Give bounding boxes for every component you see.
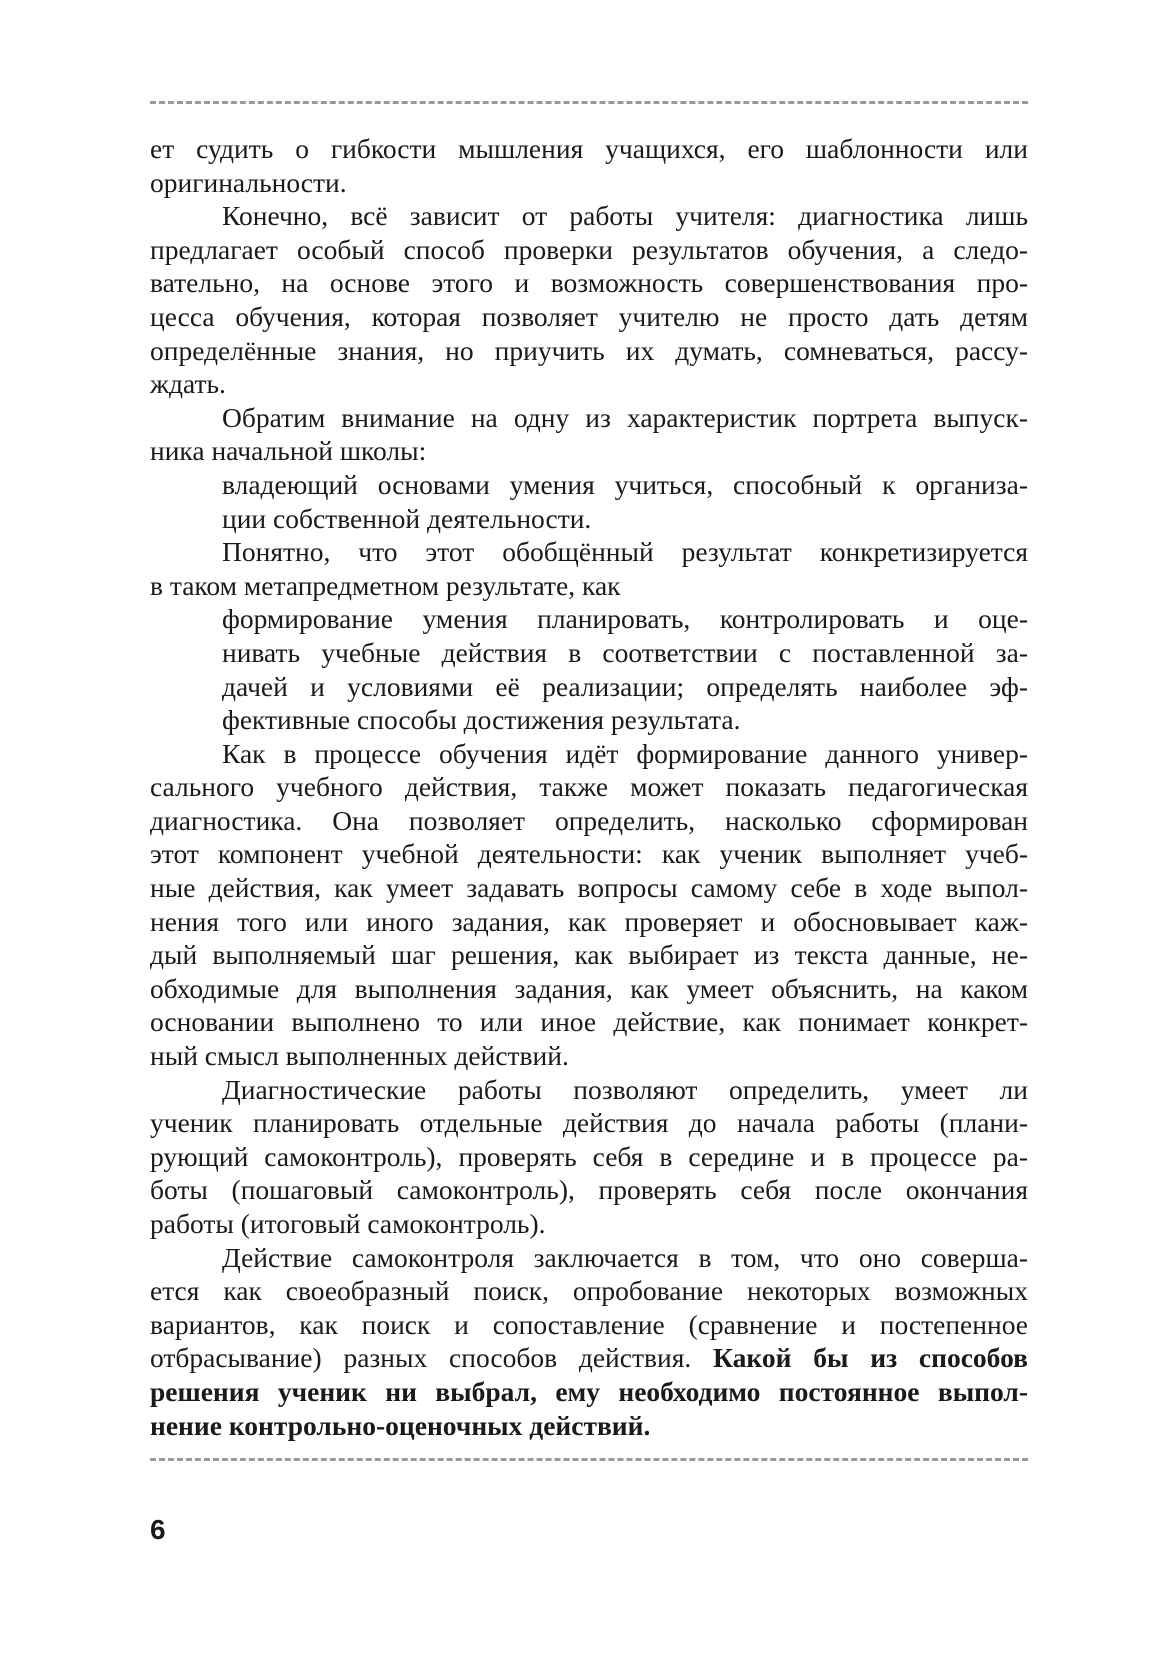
text-line: вательно, на основе этого и возможность совершенствования про- <box>150 267 1028 299</box>
text-line: решения ученик ни выбрал, ему необходимо постоянное выпол- <box>150 1375 1028 1407</box>
text-line: ждать. <box>150 368 226 400</box>
text-line-segment: отбрасывание) разных способов действия. <box>150 1342 692 1374</box>
text-line <box>150 1341 1028 1375</box>
bottom-dashed-rule <box>150 1458 1028 1461</box>
text-line-bold-segment: Какой бы из способов <box>713 1342 1028 1374</box>
text-line: ет судить о гибкости мышления учащихся, его шаблонности или <box>150 133 1028 164</box>
text-line: ученик планировать отдельные действия до начала работы (плани- <box>150 1107 1028 1139</box>
text-line: ника начальной школы: <box>150 435 427 467</box>
page-number: 6 <box>150 1514 166 1545</box>
text-line: Действие самоконтроля заключается в том, что оно соверша- <box>222 1241 1028 1273</box>
text-line: фективные способы достижения результата. <box>222 704 741 736</box>
text-line: ции собственной деятельности. <box>222 502 592 534</box>
text-line: ется как своеобразный поиск, опробование некоторых возможных <box>150 1275 1028 1307</box>
text-line: оригинальности. <box>150 166 347 198</box>
text-line: основании выполнено то или иное действие, как понимает конкрет- <box>150 1006 1028 1038</box>
text-line: диагностика. Она позволяет определить, насколько сформирован <box>150 804 1028 836</box>
text-line: формирование умения планировать, контролировать и оце- <box>222 603 1028 635</box>
text-line: работы (итоговый самоконтроль). <box>150 1208 546 1239</box>
text-line: определённые знания, но приучить их думать, сомневаться, рассу- <box>150 334 1028 366</box>
text-line: обходимые для выполнения задания, как умеет объяснить, на каком <box>150 972 1028 1004</box>
text-line: боты (пошаговый самоконтроль), проверять себя после окончания <box>150 1174 1028 1206</box>
text-line: дачей и условиями её реализации; определять наиболее эф- <box>222 670 1028 702</box>
text-line: нения того или иного задания, как проверяет и обосновывает каж- <box>150 905 1028 937</box>
text-line: Диагностические работы позволяют определить, умеет ли <box>222 1073 1028 1105</box>
text-line: нение контрольно-оценочных действий. <box>150 1409 651 1441</box>
text-line: этот компонент учебной деятельности: как ученик выполняет учеб- <box>150 838 1028 870</box>
text-line: владеющий основами умения учиться, способный к организа- <box>222 468 1028 500</box>
text-line: в таком метапредметном результате, как <box>150 569 621 601</box>
text-line: рующий самоконтроль), проверять себя в середине и в процессе ра- <box>150 1140 1028 1172</box>
text-line: Обратим внимание на одну из характеристик портрета выпуск- <box>222 401 1028 433</box>
text-line: ный смысл выполненных действий. <box>150 1040 569 1072</box>
page-body-text <box>150 132 1028 1442</box>
text-line: дый выполняемый шаг решения, как выбирает из текста данные, не- <box>150 939 1028 971</box>
text-line: вариантов, как поиск и сопоставление (сравнение и постепенное <box>150 1308 1028 1340</box>
text-line: Как в процессе обучения идёт формирование данного универ- <box>222 737 1028 769</box>
text-line: Конечно, всё зависит от работы учителя: диагностика лишь <box>222 200 1028 232</box>
text-line: предлагает особый способ проверки результатов обучения, а следо- <box>150 233 1028 265</box>
top-dashed-rule <box>150 101 1028 104</box>
text-line: нивать учебные действия в соответствии с поставленной за- <box>222 636 1028 668</box>
text-line: сального учебного действия, также может показать педагогическая <box>150 771 1028 803</box>
text-line: цесса обучения, которая позволяет учителю не просто дать детям <box>150 300 1028 332</box>
text-line: Понятно, что этот обобщённый результат конкретизируется <box>222 536 1028 568</box>
text-line: ные действия, как умеет задавать вопросы самому себе в ходе выпол- <box>150 872 1028 904</box>
